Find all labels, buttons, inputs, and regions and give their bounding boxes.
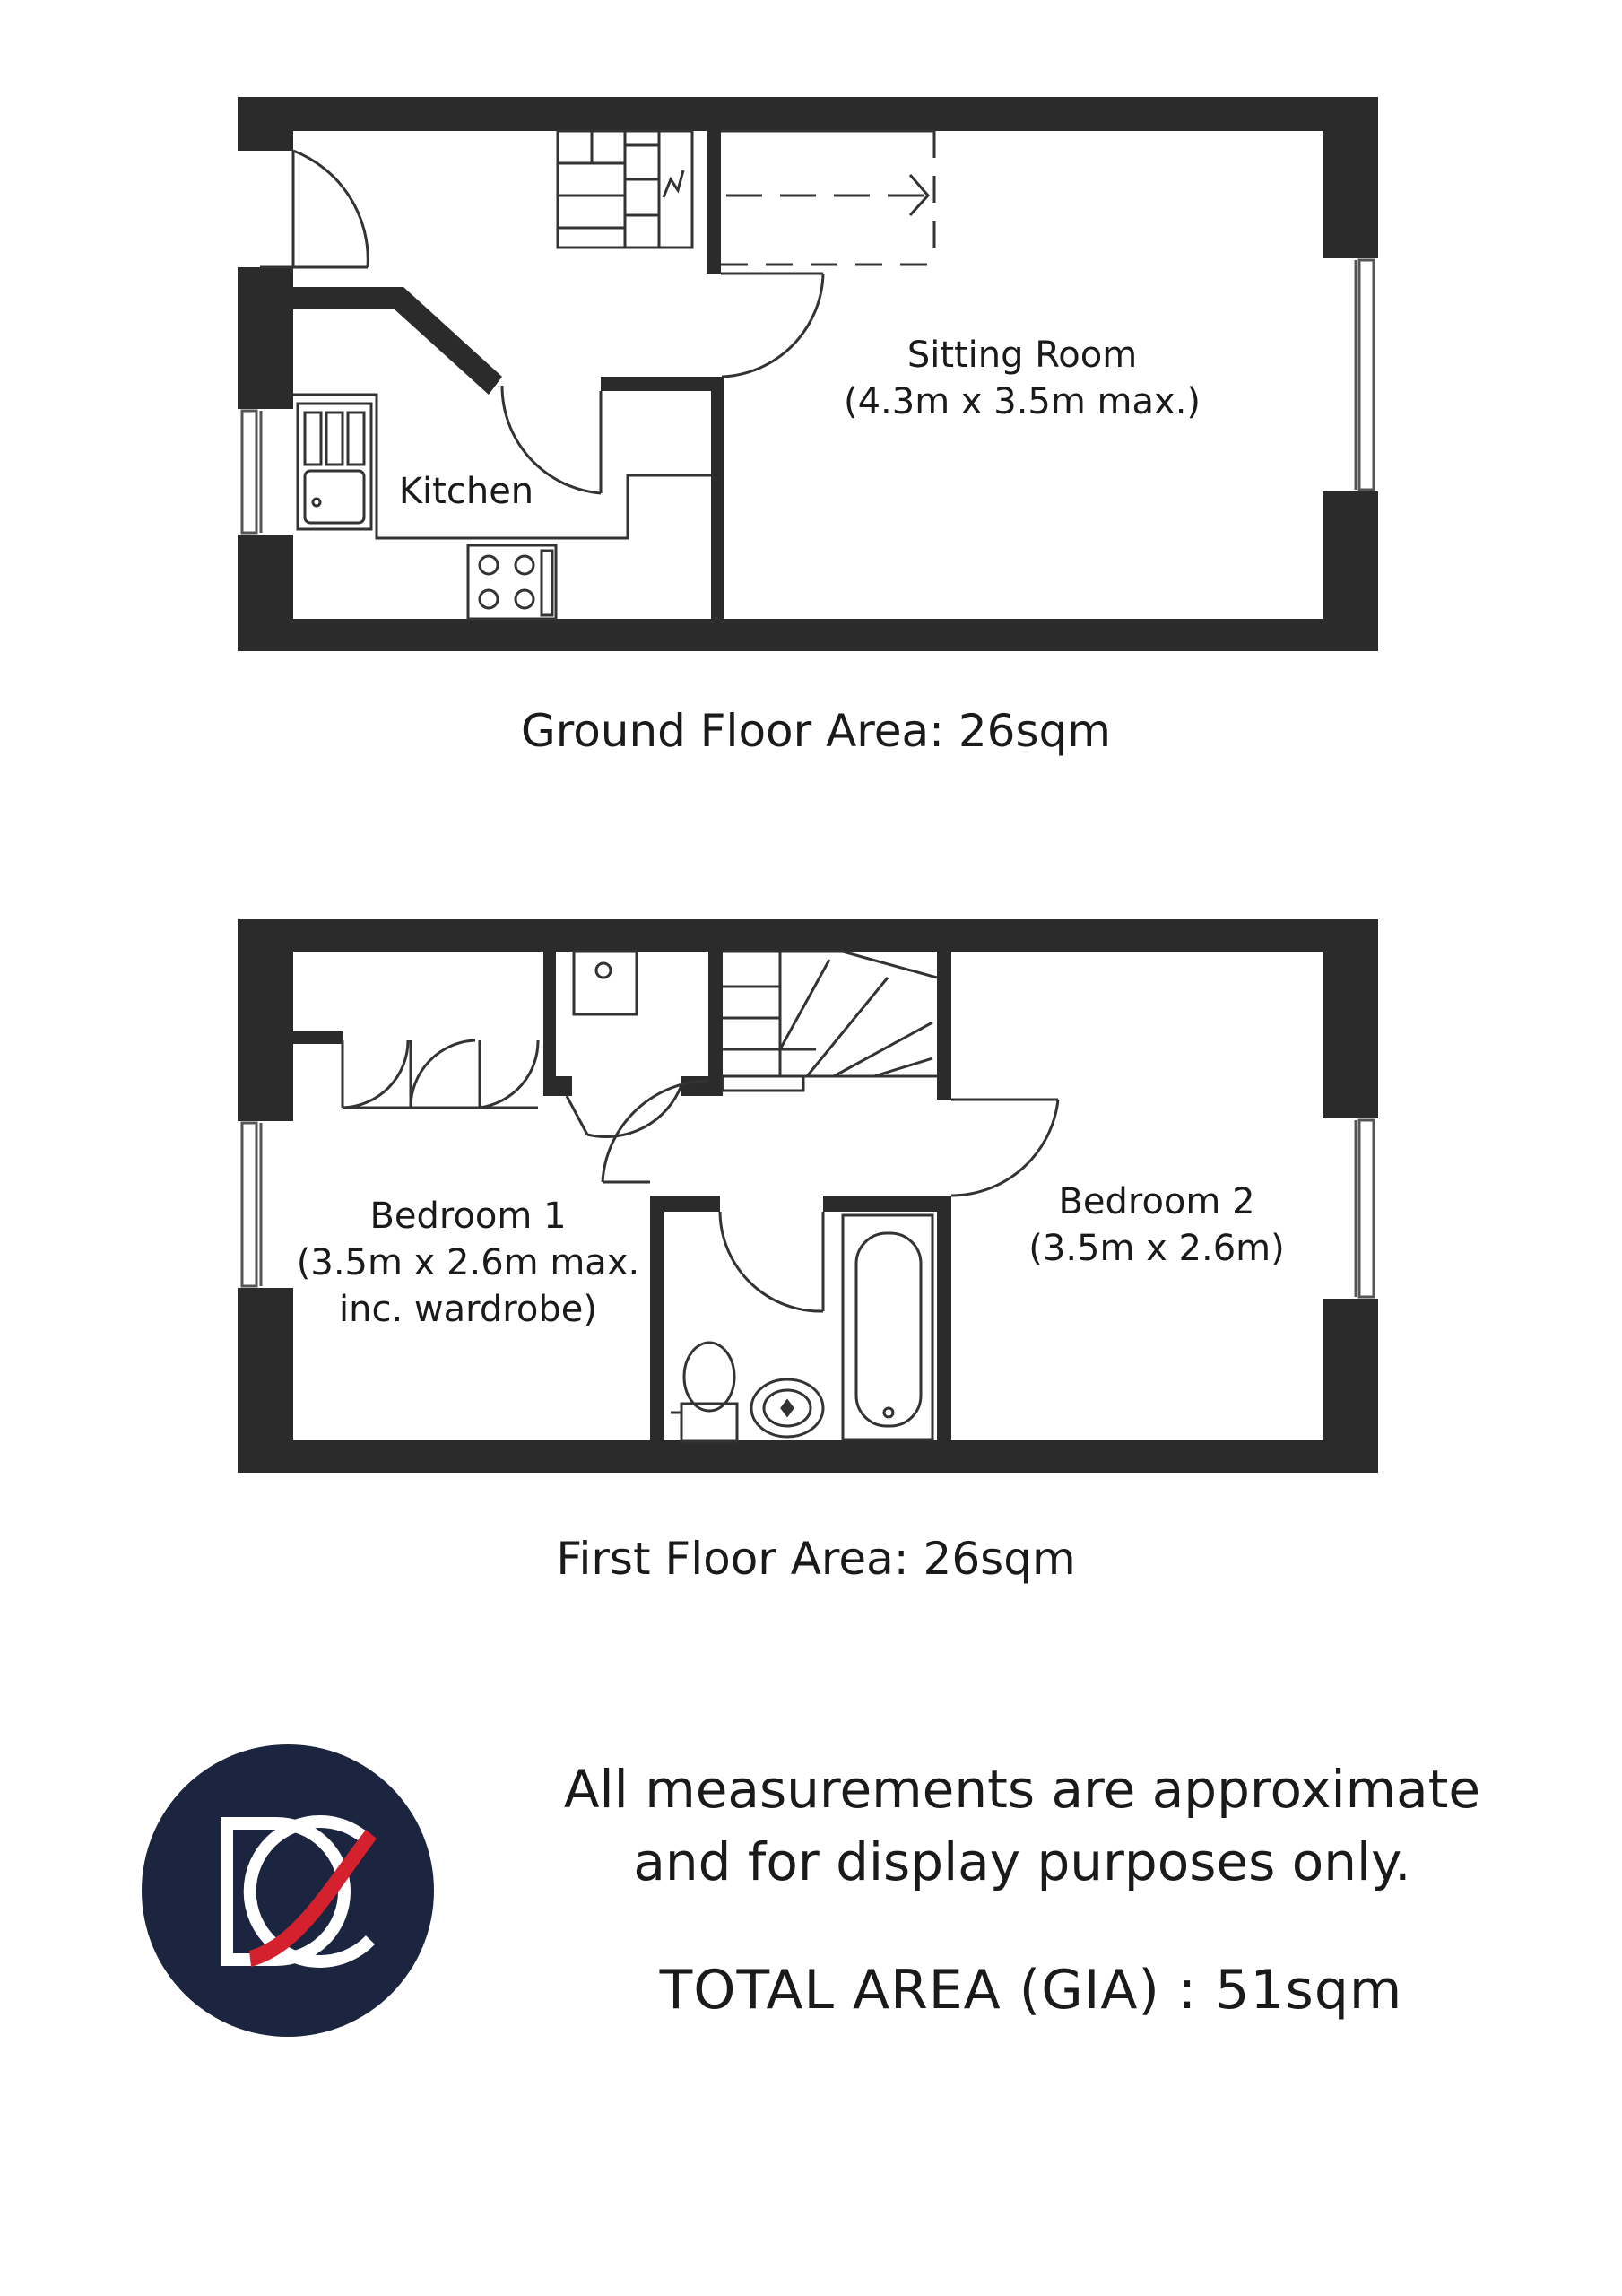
company-logo [142, 1744, 434, 2037]
disclaimer [502, 1753, 1542, 1899]
total-area: TOTAL AREA (GIA) : 51sqm [659, 1959, 1403, 2022]
bedroom2-dims: (3.5m x 2.6m) [1028, 1228, 1285, 1269]
bedroom1-dims: (3.5m x 2.6m max. [296, 1242, 640, 1283]
ground-floor-fixtures [260, 131, 934, 619]
ground-floor-plan [238, 97, 1378, 651]
bedroom1-name: Bedroom 1 [369, 1196, 567, 1237]
bedroom1-label [289, 1193, 647, 1333]
disclaimer-line1: All measurements are approximate [563, 1759, 1481, 1820]
kitchen-label: Kitchen [398, 471, 534, 512]
disclaimer-line2: and for display purposes only. [633, 1831, 1411, 1893]
sitting-room-dims: (4.3m x 3.5m max.) [843, 381, 1201, 422]
ground-floor-walls [238, 97, 1378, 651]
first-floor-area: First Floor Area: 26sqm [556, 1533, 1076, 1585]
bedroom1-note: inc. wardrobe) [339, 1289, 597, 1330]
sitting-room-name: Sitting Room [906, 335, 1138, 376]
bedroom2-name: Bedroom 2 [1058, 1181, 1255, 1222]
bedroom2-label [977, 1178, 1336, 1272]
ground-floor-area: Ground Floor Area: 26sqm [520, 705, 1111, 757]
sitting-room-label [843, 332, 1201, 425]
